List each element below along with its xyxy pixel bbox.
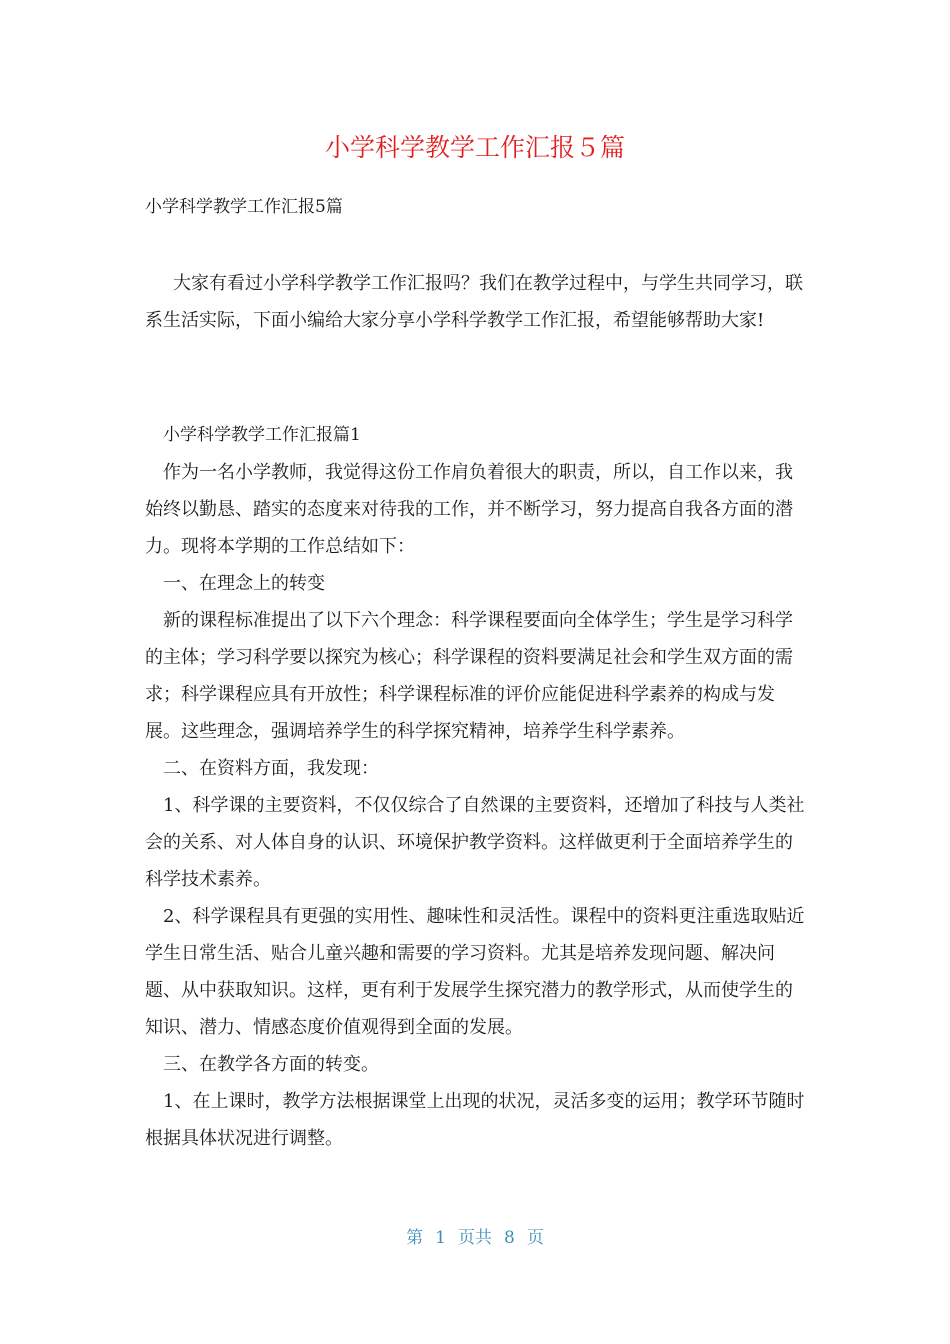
body-paragraph: 1、科学课的主要资料，不仅仅综合了自然课的主要资料，还增加了科技与人类社会的关系、对人体自身的认识、环境保护教学资料。这样做更利于全面培养学生的科学技术素养。 — [145, 795, 805, 890]
footer-page-number: 1 — [435, 1228, 446, 1248]
section-heading-2: 二、在资料方面，我发现： — [163, 758, 379, 779]
body-paragraph: 新的课程标准提出了以下六个理念：科学课程要面向全体学生；学生是学习科学的主体；学习科学要以探究为核心；科学课程的资料要满足社会和学生双方面的需求；科学课程应具有开放性；科学课程标准的评价应能促进科学素养的构成与发展。这些理念，强调培养学生的科学探究精神，培养学生科学素养。 — [145, 610, 793, 742]
body-paragraph: 1、在上课时，教学方法根据课堂上出现的状况，灵活多变的运用；教学环节随时根据具体状况进行调整。 — [145, 1091, 805, 1149]
footer-of-label: 页共 — [458, 1228, 492, 1248]
body-paragraph: 作为一名小学教师，我觉得这份工作肩负着很大的职责，所以，自工作以来，我始终以勤恳、踏实的态度来对待我的工作，并不断学习，努力提高自我各方面的潜力。现将本学期的工作总结如下： — [145, 462, 793, 557]
document-body — [145, 417, 810, 1157]
section-heading: 小学科学教学工作汇报篇1 — [163, 425, 361, 445]
body-paragraph: 2、科学课程具有更强的实用性、趣味性和灵活性。课程中的资料更注重选取贴近学生日常生活、贴合儿童兴趣和需要的学习资料。尤其是培养发现问题、解决问题、从中获取知识。这样，更有利于发展学生探究潜力的教学形式，从而使学生的知识、潜力、情感态度价值观得到全面的发展。 — [145, 906, 805, 1038]
document-subtitle: 小学科学教学工作汇报5篇 — [145, 197, 343, 217]
intro-paragraph: 大家有看过小学科学教学工作汇报吗？我们在教学过程中，与学生共同学习，联系生活实际，下面小编给大家分享小学科学教学工作汇报，希望能够帮助大家! — [145, 273, 803, 331]
section-heading-3: 三、在教学各方面的转变。 — [163, 1054, 379, 1075]
footer-suffix: 页 — [526, 1228, 544, 1248]
footer-total-pages: 8 — [504, 1228, 515, 1248]
footer-page-label: 第 — [406, 1228, 424, 1248]
page-footer — [0, 1225, 950, 1251]
document-title: 小学科学教学工作汇报５篇 — [324, 133, 625, 162]
section-heading-1: 一、在理念上的转变 — [163, 573, 325, 594]
